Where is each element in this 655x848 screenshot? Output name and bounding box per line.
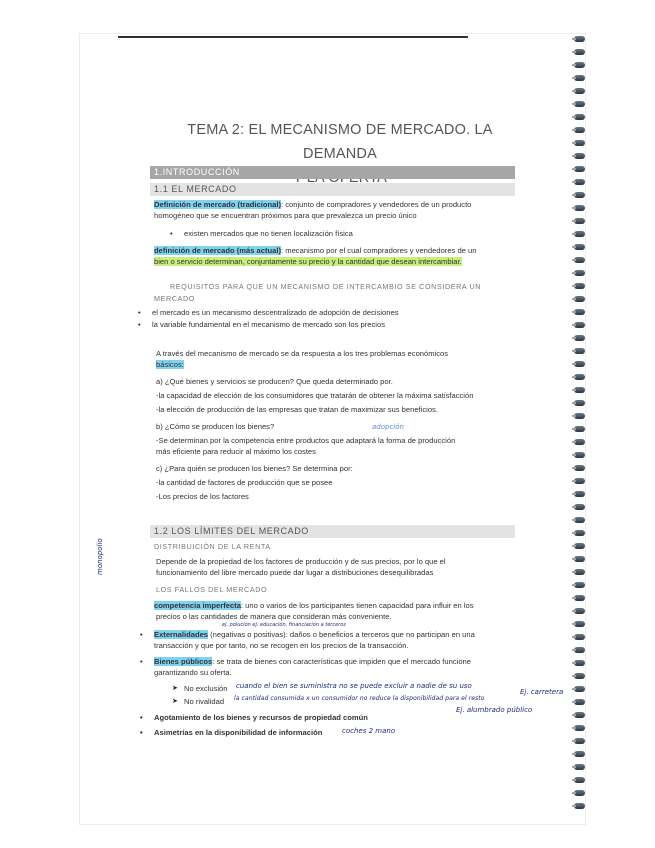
spiral-coil — [574, 114, 585, 120]
spiral-coil — [574, 36, 585, 42]
question-para-quien-1: -la cantidad de factores de producción que se posee — [156, 478, 333, 487]
distribucion-heading: DISTRIBUICIÓN DE LA RENTA — [154, 542, 271, 551]
spiral-coil — [574, 218, 585, 224]
spiral-coil — [574, 400, 585, 406]
spiral-coil — [574, 322, 585, 328]
spiral-coil — [574, 88, 585, 94]
question-como-1: -Se determinan por la competencia entre productos que adaptará la forma de producción — [156, 436, 456, 445]
spiral-coil — [574, 205, 585, 211]
definition-modern-cont: bien o servicio determinan, conjuntamente su precio y la cantidad que desean intercambiar. — [154, 257, 462, 266]
spiral-coil — [574, 504, 585, 510]
spiral-coil — [574, 738, 585, 744]
definition-traditional-cont: homogéneo que se encuentran próximos para que prevalezca un precio único — [154, 211, 417, 220]
handwritten-alumbrado: Ej. alumbrado público — [456, 706, 533, 714]
question-que-2: -la elección de producción de las empresas que tratan de maximizar sus beneficios. — [156, 405, 438, 414]
spiral-coil — [574, 283, 585, 289]
fallos-heading: LOS FALLOS DEL MERCADO — [156, 585, 268, 594]
handwritten-ejemplos: ej. polución ej. educación, financiación a terceros — [222, 622, 346, 628]
spiral-coil — [574, 595, 585, 601]
fallo-bienes-publicos-cont: garantizando su oferta. — [154, 668, 232, 677]
spiral-coil — [574, 335, 585, 341]
spiral-coil — [574, 75, 585, 81]
definition-modern: definición de mercado (más actual): mecanismo por el cual compradores y vendedores de un — [154, 246, 477, 255]
handwritten-adopcion: adopción — [372, 423, 404, 431]
spiral-coil — [574, 777, 585, 783]
spiral-coil — [574, 192, 585, 198]
handwritten-no-rivalidad: la cantidad consumida x un consumidor no reduce la disponibilidad para el resto — [234, 695, 485, 702]
spiral-coil — [574, 686, 585, 692]
spiral-coil — [574, 478, 585, 484]
question-como-2: más eficiente para reducir al máximo los costes — [156, 447, 316, 456]
spiral-coil — [574, 179, 585, 185]
question-para-quien: c) ¿Para quién se producen los bienes? Se determina por: — [156, 464, 353, 473]
spiral-coil — [574, 725, 585, 731]
spiral-coil — [574, 582, 585, 588]
handwritten-no-exclusion: cuando el bien se suministra no se puede excluir a nadie de su uso — [236, 682, 472, 690]
question-que: a) ¿Qué bienes y servicios se producen? Que queda determinado por. — [156, 377, 393, 386]
spiral-coil — [574, 790, 585, 796]
spiral-coil — [574, 309, 585, 315]
spiral-coil — [574, 699, 585, 705]
problemas-intro-cont: básicos: — [156, 360, 184, 369]
spiral-coil — [574, 62, 585, 68]
spiral-coil — [574, 751, 585, 757]
requisito-1: • el mercado es un mecanismo descentralizado de adopción de decisiones — [152, 308, 399, 318]
spiral-coil — [574, 231, 585, 237]
fallo-externalidades: • Externalidades (negativas o positivas): daños o beneficios a terceros que no participan en una — [154, 630, 475, 640]
spiral-coil — [574, 439, 585, 445]
spiral-coil — [574, 387, 585, 393]
spiral-coil — [574, 270, 585, 276]
spiral-coil — [574, 296, 585, 302]
spiral-coil — [574, 101, 585, 107]
spiral-coil — [574, 244, 585, 250]
spiral-coil — [574, 348, 585, 354]
spiral-coil — [574, 140, 585, 146]
spiral-coil — [574, 673, 585, 679]
spiral-coil — [574, 257, 585, 263]
spiral-coil — [574, 608, 585, 614]
spiral-coil — [574, 491, 585, 497]
question-como: b) ¿Cómo se producen los bienes? — [156, 422, 275, 431]
sub-no-rivalidad: ➤ No rivalidad — [184, 697, 224, 707]
spiral-binding — [574, 36, 588, 816]
requisitos-heading-cont: MERCADO — [154, 294, 195, 303]
page-title: TEMA 2: EL MECANISMO DE MERCADO. LA DEMANDA — [187, 122, 493, 162]
page-top-edge — [118, 36, 468, 38]
distribucion-text-2: funcionamiento del libre mercado puede dar lugar a distribuciones desequilibradas — [156, 568, 434, 577]
section-header-el-mercado: 1.1 EL MERCADO — [150, 183, 515, 196]
spiral-coil — [574, 153, 585, 159]
spiral-coil — [574, 426, 585, 432]
spiral-coil — [574, 543, 585, 549]
distribucion-text-1: Depende de la propiedad de los factores de producción y de sus precios, por lo que el — [156, 557, 446, 566]
fallo-asimetrias: • Asimetrías en la disponibilidad de información — [154, 728, 322, 738]
spiral-coil — [574, 413, 585, 419]
spiral-coil — [574, 621, 585, 627]
spiral-coil — [574, 49, 585, 55]
handwritten-monopolio: monopolio — [96, 538, 104, 575]
question-que-1: -la capacidad de elección de los consumidores que tratarán de obtener la máxima satisfacción — [156, 391, 474, 400]
spiral-coil — [574, 647, 585, 653]
spiral-coil — [574, 530, 585, 536]
spiral-coil — [574, 660, 585, 666]
handwritten-carretera: Ej. carretera — [520, 688, 564, 696]
question-para-quien-2: -Los precios de los factores — [156, 492, 249, 501]
spiral-coil — [574, 452, 585, 458]
sub-no-exclusion: ➤ No exclusión — [184, 684, 227, 694]
spiral-coil — [574, 127, 585, 133]
requisito-2: • la variable fundamental en el mecanismo de mercado son los precios — [152, 320, 385, 330]
bullet-localizacion: • existen mercados que no tienen localización física — [184, 229, 353, 239]
spiral-coil — [574, 764, 585, 770]
fallo-bienes-publicos: • Bienes públicos: se trata de bienes con características que impiden que el mercado funcione — [154, 657, 471, 667]
requisitos-heading: REQUISITOS PARA QUE UN MECANISMO DE INTERCAMBIO SE CONSIDERA UN — [170, 282, 482, 291]
spiral-coil — [574, 166, 585, 172]
problemas-intro: A través del mecanismo de mercado se da respuesta a los tres problemas económicos — [156, 349, 449, 358]
spiral-coil — [574, 465, 585, 471]
spiral-coil — [574, 634, 585, 640]
spiral-coil — [574, 712, 585, 718]
spiral-coil — [574, 361, 585, 367]
spiral-coil — [574, 556, 585, 562]
section-header-introduccion: 1.INTRODUCCIÓN — [150, 166, 515, 179]
definition-traditional: Definición de mercado (tradicional): conjunto de compradores y vendedores de un producto — [154, 200, 472, 209]
spiral-coil — [574, 803, 585, 809]
fallo-agotamiento: • Agotamiento de los bienes y recursos de propiedad común — [154, 713, 368, 723]
fallo-competencia-cont: precios o las cantidades de manera que consideran más conveniente. — [156, 612, 392, 621]
fallo-competencia: competencia imperfecta: uno o varios de los participantes tienen capacidad para influir en los — [154, 601, 474, 610]
spiral-coil — [574, 569, 585, 575]
handwritten-coches: coches 2 mano — [342, 727, 396, 735]
spiral-coil — [574, 374, 585, 380]
fallo-externalidades-cont: transacción y que por tanto, no se recogen en los precios de la transacción. — [154, 641, 409, 650]
section-header-limites: 1.2 LOS LÍMITES DEL MERCADO — [150, 525, 515, 538]
spiral-coil — [574, 517, 585, 523]
